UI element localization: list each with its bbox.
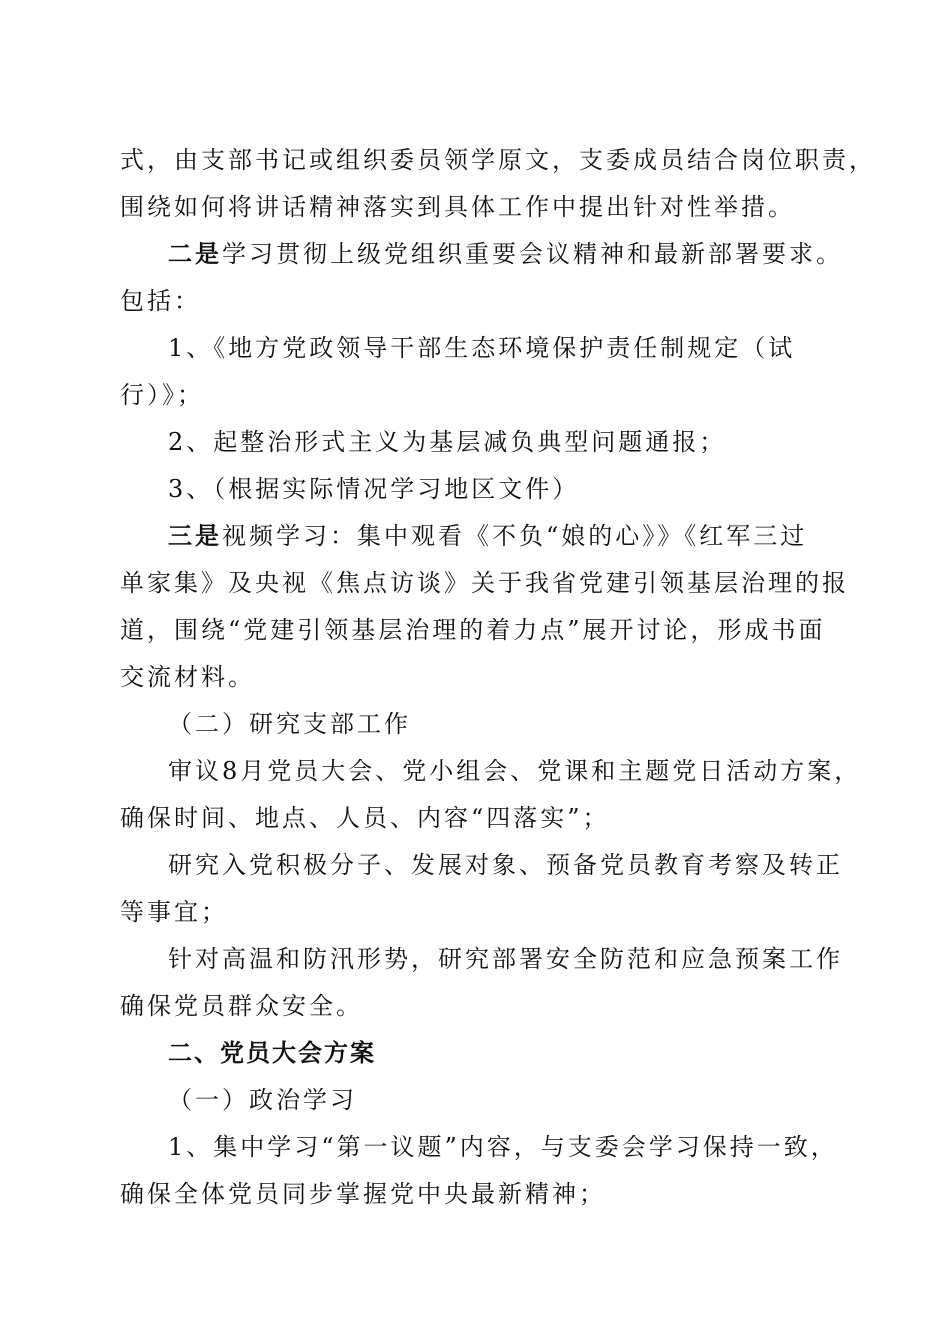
paragraph-line: 1、《地方党政领导干部生态环境保护责任制规定（试	[168, 334, 796, 362]
paragraph-line: 研究入党积极分子、发展对象、预备党员教育考察及转正	[168, 851, 843, 879]
paragraph-line: 确保时间、地点、人员、内容“四落实”；	[120, 804, 610, 832]
paragraph-line: 行）》；	[120, 381, 204, 409]
subsection-heading: （一）政治学习	[168, 1086, 357, 1114]
emphasis-lead: 二是	[168, 239, 222, 268]
paragraph-text: 视频学习：集中观看《不负“娘的心》》《红军三过	[222, 522, 808, 550]
paragraph-line: 确保党员群众安全。	[120, 992, 363, 1020]
paragraph-line: 围绕如何将讲话精神落实到具体工作中提出针对性举措。	[120, 193, 795, 221]
emphasis-lead: 三是	[168, 521, 222, 550]
paragraph-line: 单家集》及央视《焦点访谈》关于我省党建引领基层治理的报	[120, 569, 849, 597]
paragraph-line	[168, 237, 843, 271]
paragraph-line	[168, 519, 807, 553]
paragraph-line: 审议8月党员大会、党小组会、党课和主题党日活动方案，	[168, 757, 862, 785]
paragraph-text: 学习贯彻上级党组织重要会议精神和最新部署要求。	[222, 240, 843, 268]
paragraph-line: 等事宜；	[120, 898, 228, 926]
section-heading: 二、党员大会方案	[168, 1039, 376, 1067]
paragraph-line: 3、（根据实际情况学习地区文件）	[168, 475, 580, 503]
paragraph-line: 确保全体党员同步掌握党中央最新精神；	[120, 1180, 606, 1208]
paragraph-line: 式，由支部书记或组织委员领学原文，支委成员结合岗位职责，	[120, 146, 876, 174]
paragraph-line: 包括：	[120, 287, 201, 315]
paragraph-line: 道，围绕“党建引领基层治理的着力点”展开讨论，形成书面	[120, 616, 826, 644]
paragraph-line: 1、集中学习“第一议题”内容，与支委会学习保持一致，	[168, 1133, 838, 1161]
paragraph-line: 针对高温和防汛形势，研究部署安全防范和应急预案工作	[168, 945, 843, 973]
paragraph-line: 2、起整治形式主义为基层减负典型问题通报；	[168, 428, 727, 456]
paragraph-line: 交流材料。	[120, 663, 255, 691]
subsection-heading: （二）研究支部工作	[168, 710, 411, 738]
